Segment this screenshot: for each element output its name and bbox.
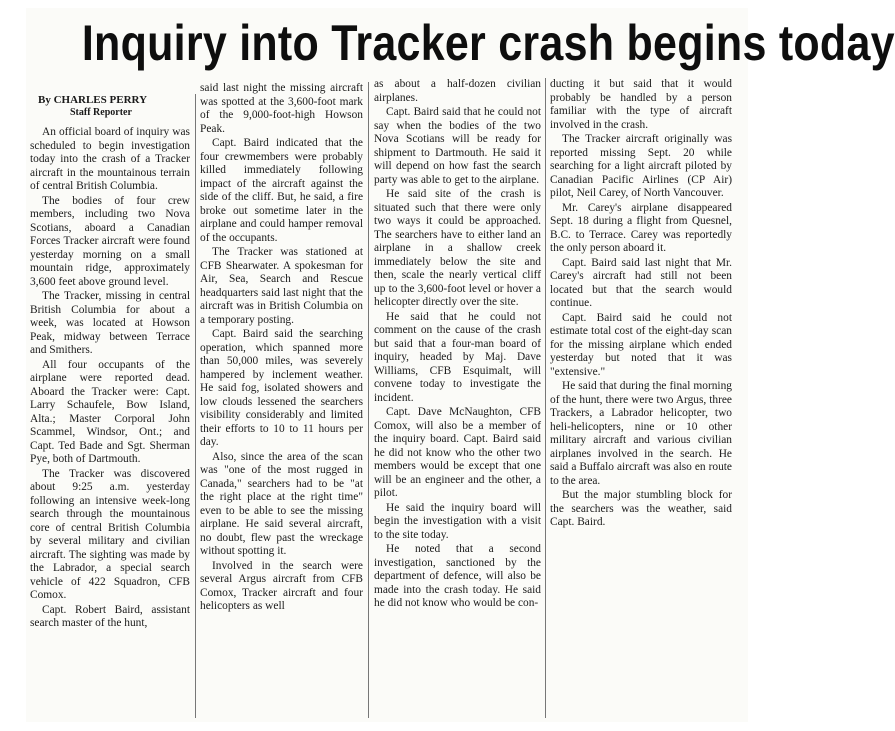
headline: Inquiry into Tracker crash begins today xyxy=(81,15,895,71)
paragraph: The Tracker, missing in central British Columbia for about a week, was located at Howson Peak, midway between Terrace and Smithers. xyxy=(30,290,190,356)
byline: By CHARLES PERRY xyxy=(38,94,148,106)
paragraph: said last night the missing aircraft was spotted at the 3,600-foot mark of the 9,000-foot-high Howson Peak. xyxy=(200,82,363,135)
newspaper-clipping xyxy=(26,8,895,722)
paragraph: Capt. Baird indicated that the four crewmembers were probably killed immediately following impact of the aircraft against the side of the cliff. But, he said, a fire broke out sometime later in the airplane and could hamper removal of the occupants. xyxy=(200,137,363,244)
paragraph: Mr. Carey's airplane disappeared Sept. 18 during a flight from Quesnel, B.C. to Terrace. Carey was reportedly the only person aboard it. xyxy=(550,201,732,254)
article-column-2 xyxy=(200,82,363,722)
article-column-1 xyxy=(30,94,190,722)
paragraph: Capt. Baird said last night that Mr. Carey's aircraft had still not been located but that the search would continue. xyxy=(550,256,732,309)
column-rule xyxy=(545,78,546,718)
paragraph: Capt. Baird said he could not estimate total cost of the eight-day scan for the missing airplane which ended yesterday but noted that it was "extensive." xyxy=(550,311,732,378)
paragraph: The Tracker was discovered about 9:25 a.m. yesterday following an intensive week-long search through the mountainous core of central British Columbia by several military and civilian aircraft. The sighting was made by the Labrador, a special search vehicle of 422 Squadron, CFB Comox. xyxy=(30,467,190,601)
paragraph: But the major stumbling block for the searchers was the weather, said Capt. Baird. xyxy=(550,489,732,528)
paragraph: The Tracker was stationed at CFB Shearwater. A spokesman for Air, Sea, Search and Rescue headquarters said last night that the aircraft was in British Columbia on a temporary posting. xyxy=(200,246,363,326)
paragraph: He said the inquiry board will begin the investigation with a visit to the site today. xyxy=(374,501,541,541)
paragraph: He said that he could not comment on the cause of the crash but said that a four-man board of inquiry, headed by Maj. Dave Williams, CFB Esquimalt, will convene today to investigate the incident. xyxy=(374,310,541,404)
paragraph: Capt. Baird said the searching operation, which spanned more than 50,000 miles, was severely hampered by inclement weather. He said fog, isolated showers and low clouds lessened the searchers visibility considerably and limited their efforts to 10 to 11 hours per day. xyxy=(200,328,363,448)
paragraph: as about a half-dozen civilian airplanes. xyxy=(374,78,541,104)
paragraph: Involved in the search were several Argus aircraft from CFB Comox, Tracker aircraft and four helicopters as well xyxy=(200,559,363,612)
article-column-4 xyxy=(550,78,732,722)
column-rule xyxy=(195,94,196,718)
paragraph: All four occupants of the airplane were reported dead. Aboard the Tracker were: Capt. Larry Schaufele, Bow Island, Alta.; Master Corporal John Scammel, Windsor, Ont.; and Capt. Ted Bade and Sgt. Sherman Pye, both of Dartmouth. xyxy=(30,358,190,465)
paragraph: ducting it but said that it would probably be handled by a person familiar with the type of aircraft involved in the crash. xyxy=(550,78,732,131)
paragraph: The bodies of four crew members, including two Nova Scotians, aboard a Canadian Forces Tracker aircraft were found yesterday morning on a small mountain ridge, approximately 3,600 feet above ground level. xyxy=(30,194,190,288)
paragraph: He said site of the crash is situated such that there were only two ways it could be approached. The searchers have to either land an airplane in a shallow creek immediately below the site and then, scale the nearly vertical cliff up to the 3,600-foot level or hover a helicopter directly over the site. xyxy=(374,188,541,308)
byline-role: Staff Reporter xyxy=(70,107,132,118)
paragraph: An official board of inquiry was scheduled to begin investigation today into the crash of a Tracker aircraft in the mountainous terrain of central British Columbia. xyxy=(30,126,190,192)
paragraph: The Tracker aircraft originally was reported missing Sept. 20 while searching for a light aircraft piloted by Canadian Pacific Airlines (CP Air) pilot, Neil Carey, of North Vancouver. xyxy=(550,133,732,199)
paragraph: Capt. Dave McNaughton, CFB Comox, will also be a member of the inquiry board. Capt. Baird said he did not know who the other two members would be except that one will be an engineer and the other, a pilot. xyxy=(374,406,541,499)
column-rule xyxy=(368,82,369,718)
article-column-3 xyxy=(374,78,541,722)
paragraph: Capt. Robert Baird, assistant search master of the hunt, xyxy=(30,603,190,629)
paragraph: Capt. Baird said that he could not say when the bodies of the two Nova Scotians will be ready for shipment to Dartmouth. He said it will depend on how fast the search party was able to get to the airplane. xyxy=(374,106,541,186)
paragraph: He said that during the final morning of the hunt, there were two Argus, three Trackers, a Labrador helicopter, two heli-helicopters, nine or 10 other military aircraft and various civilian airplanes involved in the search. He said a Buffalo aircraft was also en route to the area. xyxy=(550,380,732,487)
paragraph: Also, since the area of the scan was "one of the most rugged in Canada," searchers had to be "at the right place at the right time" even to be able to see the missing airplane. He said several aircraft, no doubt, flew past the wreckage without spotting it. xyxy=(200,450,363,557)
paragraph: He noted that a second investigation, sanctioned by the department of defence, will also be made into the crash today. He said he did not know who would be con- xyxy=(374,543,541,609)
